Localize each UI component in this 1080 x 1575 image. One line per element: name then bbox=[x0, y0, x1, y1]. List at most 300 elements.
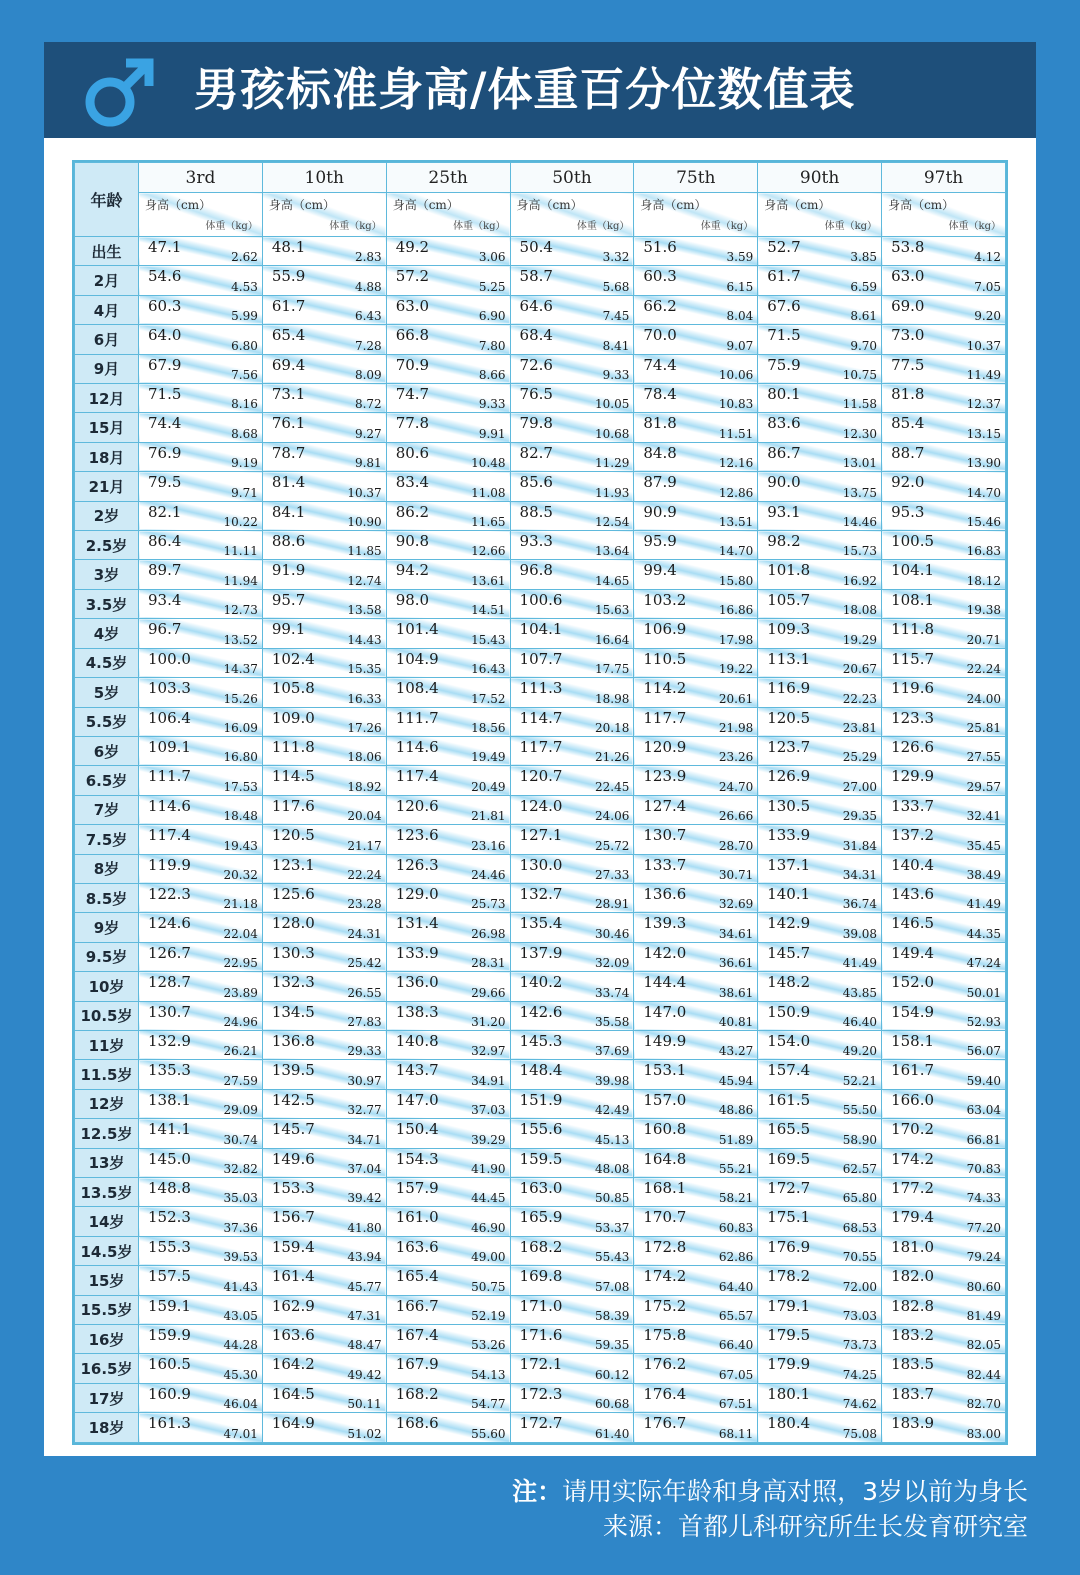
weight-value: 48.08 bbox=[595, 1162, 630, 1176]
table-row bbox=[75, 1148, 1006, 1177]
weight-value: 8.04 bbox=[726, 309, 754, 324]
value-cell bbox=[386, 1030, 510, 1059]
weight-unit-label: 体重（kg） bbox=[205, 221, 258, 232]
weight-value: 32.41 bbox=[966, 809, 1001, 824]
weight-value: 49.00 bbox=[471, 1250, 506, 1265]
height-value: 180.1 bbox=[767, 1384, 811, 1403]
value-cell bbox=[634, 560, 758, 589]
height-value: 103.3 bbox=[148, 679, 191, 698]
weight-value: 22.23 bbox=[842, 691, 878, 706]
note-label: 注： bbox=[512, 1477, 563, 1506]
growth-table bbox=[74, 162, 1006, 1443]
weight-value: 25.29 bbox=[842, 750, 878, 765]
table-row bbox=[75, 266, 1006, 295]
height-value: 164.5 bbox=[271, 1384, 315, 1403]
value-cell bbox=[386, 237, 510, 266]
value-cell bbox=[882, 883, 1006, 912]
height-value: 127.1 bbox=[519, 826, 563, 845]
height-value: 114.6 bbox=[395, 737, 439, 756]
height-value: 175.8 bbox=[643, 1326, 687, 1345]
value-cell bbox=[262, 501, 386, 530]
weight-value: 19.49 bbox=[471, 750, 506, 765]
weight-value: 15.35 bbox=[347, 662, 382, 677]
weight-value: 27.00 bbox=[842, 779, 878, 794]
height-value: 123.3 bbox=[891, 708, 935, 727]
weight-value: 41.49 bbox=[842, 956, 878, 971]
height-value: 165.9 bbox=[519, 1208, 563, 1227]
value-cell bbox=[758, 1030, 882, 1059]
height-value: 148.4 bbox=[519, 1061, 563, 1080]
height-value: 95.9 bbox=[643, 532, 677, 551]
weight-value: 58.21 bbox=[718, 1191, 754, 1206]
table-row bbox=[75, 325, 1006, 354]
weight-value: 44.28 bbox=[223, 1338, 258, 1353]
weight-value: 38.61 bbox=[718, 985, 754, 1000]
height-value: 106.9 bbox=[643, 620, 687, 639]
weight-value: 18.08 bbox=[842, 603, 878, 618]
value-cell bbox=[882, 1383, 1006, 1412]
height-value: 134.5 bbox=[271, 1002, 315, 1021]
height-value: 86.4 bbox=[148, 532, 182, 551]
value-cell bbox=[634, 413, 758, 442]
weight-value: 10.22 bbox=[223, 515, 258, 530]
value-cell bbox=[634, 589, 758, 618]
height-unit-label: 身高（cm） bbox=[392, 198, 459, 212]
value-cell bbox=[262, 325, 386, 354]
weight-value: 2.83 bbox=[354, 250, 382, 265]
height-value: 93.3 bbox=[519, 532, 553, 551]
value-cell bbox=[139, 883, 263, 912]
weight-value: 68.11 bbox=[718, 1427, 754, 1441]
height-value: 90.8 bbox=[395, 532, 430, 551]
height-value: 66.2 bbox=[643, 296, 677, 315]
age-cell: 18月 bbox=[75, 442, 139, 471]
height-value: 75.9 bbox=[767, 355, 801, 374]
table-row bbox=[75, 442, 1006, 471]
weight-value: 24.96 bbox=[223, 1014, 258, 1029]
value-cell bbox=[882, 678, 1006, 707]
value-cell bbox=[139, 1354, 263, 1383]
height-value: 130.7 bbox=[643, 826, 687, 845]
height-value: 64.6 bbox=[519, 296, 553, 315]
height-value: 74.7 bbox=[395, 385, 430, 404]
height-value: 166.7 bbox=[395, 1296, 439, 1315]
table-row bbox=[75, 648, 1006, 677]
value-cell bbox=[262, 413, 386, 442]
age-cell: 9岁 bbox=[75, 913, 139, 942]
weight-value: 64.40 bbox=[718, 1279, 754, 1294]
height-value: 115.7 bbox=[891, 649, 935, 668]
value-cell bbox=[262, 472, 386, 501]
value-cell bbox=[758, 1001, 882, 1030]
table-row bbox=[75, 413, 1006, 442]
unit-header-cell bbox=[758, 193, 882, 237]
weight-value: 23.16 bbox=[471, 838, 506, 853]
height-value: 98.0 bbox=[395, 590, 430, 609]
value-cell bbox=[758, 295, 882, 324]
height-value: 143.6 bbox=[891, 884, 935, 903]
height-value: 142.9 bbox=[767, 914, 811, 933]
height-value: 105.8 bbox=[271, 679, 315, 698]
height-value: 160.5 bbox=[148, 1355, 191, 1374]
age-cell: 2.5岁 bbox=[75, 531, 139, 560]
age-cell: 7岁 bbox=[75, 795, 139, 824]
weight-value: 26.66 bbox=[718, 809, 754, 824]
table-row bbox=[75, 619, 1006, 648]
value-cell bbox=[634, 1295, 758, 1324]
weight-value: 60.83 bbox=[718, 1220, 754, 1235]
value-cell bbox=[262, 795, 386, 824]
height-value: 70.9 bbox=[395, 355, 430, 374]
height-value: 131.4 bbox=[395, 914, 439, 933]
value-cell bbox=[882, 384, 1006, 413]
value-cell bbox=[758, 854, 882, 883]
weight-value: 15.46 bbox=[966, 515, 1001, 530]
weight-value: 56.07 bbox=[966, 1044, 1001, 1059]
value-cell bbox=[510, 472, 634, 501]
weight-value: 23.28 bbox=[347, 897, 382, 912]
weight-value: 43.05 bbox=[223, 1309, 258, 1324]
value-cell bbox=[262, 531, 386, 560]
value-cell bbox=[882, 1325, 1006, 1354]
weight-value: 63.04 bbox=[966, 1103, 1001, 1118]
value-cell bbox=[139, 413, 263, 442]
value-cell bbox=[386, 295, 510, 324]
unit-header-cell bbox=[882, 193, 1006, 237]
weight-value: 4.88 bbox=[354, 279, 382, 294]
value-cell bbox=[634, 1119, 758, 1148]
value-cell bbox=[262, 1030, 386, 1059]
value-cell bbox=[758, 1354, 882, 1383]
weight-value: 3.32 bbox=[602, 250, 630, 265]
height-value: 147.0 bbox=[643, 1002, 687, 1021]
height-value: 94.2 bbox=[395, 561, 430, 580]
age-cell: 12岁 bbox=[75, 1089, 139, 1118]
weight-value: 28.31 bbox=[471, 956, 506, 971]
height-value: 138.3 bbox=[395, 1002, 439, 1021]
weight-value: 13.51 bbox=[718, 515, 754, 530]
height-value: 76.1 bbox=[271, 414, 306, 433]
value-cell bbox=[262, 354, 386, 383]
height-value: 69.0 bbox=[891, 296, 925, 315]
height-value: 154.0 bbox=[767, 1031, 811, 1050]
value-cell bbox=[634, 648, 758, 677]
height-value: 78.4 bbox=[643, 385, 677, 404]
value-cell bbox=[882, 707, 1006, 736]
height-value: 154.9 bbox=[891, 1002, 935, 1021]
value-cell bbox=[882, 413, 1006, 442]
weight-value: 10.05 bbox=[595, 397, 630, 412]
value-cell bbox=[758, 589, 882, 618]
height-value: 132.7 bbox=[519, 884, 563, 903]
height-value: 117.4 bbox=[148, 826, 191, 845]
weight-value: 24.06 bbox=[595, 809, 630, 824]
height-value: 90.0 bbox=[767, 473, 801, 492]
weight-value: 37.69 bbox=[595, 1044, 630, 1059]
value-cell bbox=[139, 1295, 263, 1324]
weight-value: 58.39 bbox=[595, 1309, 630, 1324]
value-cell bbox=[510, 1413, 634, 1443]
height-value: 166.0 bbox=[891, 1090, 935, 1109]
value-cell bbox=[882, 354, 1006, 383]
value-cell bbox=[386, 736, 510, 765]
weight-value: 60.12 bbox=[595, 1367, 630, 1382]
weight-value: 25.42 bbox=[347, 956, 382, 971]
height-value: 147.0 bbox=[395, 1090, 439, 1109]
value-cell bbox=[634, 766, 758, 795]
weight-value: 46.90 bbox=[471, 1220, 506, 1235]
height-value: 142.6 bbox=[519, 1002, 563, 1021]
value-cell bbox=[139, 648, 263, 677]
value-cell bbox=[882, 589, 1006, 618]
value-cell bbox=[634, 678, 758, 707]
height-value: 150.4 bbox=[395, 1120, 439, 1139]
height-value: 100.5 bbox=[891, 532, 935, 551]
height-value: 161.7 bbox=[891, 1061, 935, 1080]
weight-unit-label: 体重（kg） bbox=[329, 221, 382, 232]
value-cell bbox=[262, 678, 386, 707]
age-cell: 12.5岁 bbox=[75, 1119, 139, 1148]
value-cell bbox=[510, 766, 634, 795]
value-cell bbox=[634, 1060, 758, 1089]
height-value: 175.2 bbox=[643, 1296, 687, 1315]
weight-value: 22.24 bbox=[966, 662, 1001, 677]
weight-value: 41.49 bbox=[966, 897, 1001, 912]
weight-value: 9.27 bbox=[354, 426, 382, 441]
height-value: 90.9 bbox=[643, 502, 677, 521]
height-value: 149.4 bbox=[891, 943, 935, 962]
value-cell bbox=[758, 619, 882, 648]
weight-value: 6.90 bbox=[478, 309, 506, 324]
weight-value: 19.22 bbox=[718, 662, 754, 677]
value-cell bbox=[510, 736, 634, 765]
weight-value: 33.74 bbox=[595, 985, 630, 1000]
weight-value: 17.26 bbox=[347, 720, 382, 735]
value-cell bbox=[758, 648, 882, 677]
value-cell bbox=[758, 883, 882, 912]
height-value: 176.7 bbox=[643, 1414, 687, 1433]
weight-value: 12.66 bbox=[471, 544, 506, 559]
weight-value: 9.91 bbox=[478, 426, 506, 441]
height-value: 172.7 bbox=[767, 1179, 811, 1197]
height-value: 108.1 bbox=[891, 590, 935, 609]
height-value: 114.6 bbox=[148, 796, 191, 815]
height-value: 126.6 bbox=[891, 737, 935, 756]
height-value: 106.4 bbox=[148, 708, 191, 727]
height-value: 111.8 bbox=[271, 737, 315, 756]
value-cell bbox=[386, 354, 510, 383]
height-value: 98.2 bbox=[767, 532, 801, 551]
weight-value: 3.06 bbox=[478, 250, 506, 265]
unit-header-cell bbox=[510, 193, 634, 237]
weight-value: 31.20 bbox=[471, 1014, 506, 1029]
value-cell bbox=[510, 266, 634, 295]
height-value: 127.4 bbox=[643, 796, 687, 815]
value-cell bbox=[262, 883, 386, 912]
height-value: 116.9 bbox=[767, 679, 811, 698]
weight-value: 14.43 bbox=[347, 632, 382, 647]
unit-header-cell bbox=[262, 193, 386, 237]
value-cell bbox=[386, 1266, 510, 1295]
value-cell bbox=[139, 531, 263, 560]
weight-value: 21.18 bbox=[223, 897, 258, 912]
height-value: 142.5 bbox=[271, 1090, 315, 1109]
value-cell bbox=[386, 766, 510, 795]
height-value: 130.7 bbox=[148, 1002, 191, 1021]
height-value: 104.1 bbox=[519, 620, 563, 639]
table-row bbox=[75, 1001, 1006, 1030]
value-cell bbox=[386, 707, 510, 736]
value-cell bbox=[758, 707, 882, 736]
value-cell bbox=[510, 942, 634, 971]
weight-value: 14.70 bbox=[966, 485, 1001, 500]
table-row bbox=[75, 1030, 1006, 1059]
weight-value: 20.32 bbox=[223, 867, 258, 882]
height-value: 83.4 bbox=[395, 473, 430, 492]
value-cell bbox=[882, 325, 1006, 354]
weight-value: 39.08 bbox=[842, 926, 878, 941]
value-cell bbox=[634, 913, 758, 942]
value-cell bbox=[882, 501, 1006, 530]
height-value: 126.7 bbox=[148, 943, 191, 962]
value-cell bbox=[758, 1266, 882, 1295]
weight-value: 10.68 bbox=[595, 426, 630, 441]
height-value: 111.8 bbox=[891, 620, 935, 639]
age-cell: 15.5岁 bbox=[75, 1295, 139, 1324]
height-value: 142.0 bbox=[643, 943, 687, 962]
value-cell bbox=[262, 736, 386, 765]
value-cell bbox=[634, 795, 758, 824]
weight-value: 18.12 bbox=[966, 573, 1001, 588]
height-value: 89.7 bbox=[148, 561, 182, 580]
value-cell bbox=[510, 707, 634, 736]
value-cell bbox=[139, 678, 263, 707]
height-value: 57.2 bbox=[395, 267, 430, 286]
age-cell: 15岁 bbox=[75, 1266, 139, 1295]
value-cell bbox=[262, 1060, 386, 1089]
weight-value: 68.53 bbox=[842, 1220, 878, 1235]
height-value: 109.0 bbox=[271, 708, 315, 727]
height-value: 135.4 bbox=[519, 914, 563, 933]
value-cell bbox=[386, 589, 510, 618]
value-cell bbox=[139, 1325, 263, 1354]
value-cell bbox=[386, 1001, 510, 1030]
age-cell: 4月 bbox=[75, 295, 139, 324]
weight-value: 55.60 bbox=[471, 1427, 506, 1441]
value-cell bbox=[262, 825, 386, 854]
weight-value: 9.71 bbox=[231, 485, 258, 500]
weight-value: 2.62 bbox=[231, 250, 258, 265]
height-value: 129.0 bbox=[395, 884, 439, 903]
value-cell bbox=[758, 413, 882, 442]
weight-value: 22.04 bbox=[223, 926, 258, 941]
height-value: 168.2 bbox=[395, 1384, 439, 1403]
height-value: 76.9 bbox=[148, 443, 182, 462]
height-value: 179.1 bbox=[767, 1296, 811, 1315]
table-row bbox=[75, 736, 1006, 765]
value-cell bbox=[758, 972, 882, 1001]
weight-value: 47.31 bbox=[347, 1309, 382, 1324]
weight-value: 3.59 bbox=[726, 250, 754, 265]
weight-value: 12.30 bbox=[842, 426, 878, 441]
weight-value: 46.04 bbox=[223, 1397, 258, 1412]
height-value: 111.7 bbox=[148, 767, 191, 786]
weight-value: 11.08 bbox=[471, 485, 506, 500]
weight-value: 39.29 bbox=[471, 1132, 506, 1147]
height-value: 78.7 bbox=[271, 443, 306, 462]
height-value: 139.5 bbox=[271, 1061, 315, 1080]
value-cell bbox=[882, 1030, 1006, 1059]
value-cell bbox=[634, 237, 758, 266]
value-cell bbox=[510, 531, 634, 560]
weight-value: 9.70 bbox=[850, 338, 878, 353]
height-value: 159.9 bbox=[148, 1326, 191, 1345]
weight-value: 45.30 bbox=[223, 1367, 258, 1382]
height-value: 158.1 bbox=[891, 1031, 935, 1050]
height-value: 159.1 bbox=[148, 1296, 191, 1315]
height-value: 149.9 bbox=[643, 1031, 687, 1050]
age-cell: 9月 bbox=[75, 354, 139, 383]
height-value: 111.7 bbox=[395, 708, 439, 727]
height-unit-label: 身高（cm） bbox=[145, 198, 212, 212]
weight-value: 11.85 bbox=[347, 544, 382, 559]
height-value: 60.3 bbox=[643, 267, 677, 286]
height-value: 146.5 bbox=[891, 914, 935, 933]
value-cell bbox=[386, 266, 510, 295]
table-row bbox=[75, 1119, 1006, 1148]
value-cell bbox=[882, 1119, 1006, 1148]
value-cell bbox=[386, 384, 510, 413]
value-cell bbox=[139, 1060, 263, 1089]
age-cell: 10岁 bbox=[75, 972, 139, 1001]
value-cell bbox=[634, 295, 758, 324]
weight-value: 23.81 bbox=[842, 720, 878, 735]
value-cell bbox=[386, 1413, 510, 1443]
height-value: 181.0 bbox=[891, 1237, 935, 1256]
weight-value: 21.17 bbox=[347, 838, 382, 853]
weight-value: 55.21 bbox=[718, 1162, 754, 1176]
weight-value: 5.99 bbox=[231, 309, 258, 324]
weight-value: 49.42 bbox=[347, 1367, 382, 1382]
height-value: 114.5 bbox=[271, 767, 315, 786]
footer-note bbox=[512, 1474, 1028, 1544]
height-value: 67.9 bbox=[148, 355, 182, 374]
growth-table-frame bbox=[72, 160, 1008, 1445]
weight-value: 17.52 bbox=[471, 691, 506, 706]
height-value: 160.8 bbox=[643, 1120, 687, 1139]
age-column-header: 年龄 bbox=[75, 163, 139, 237]
value-cell bbox=[139, 1148, 263, 1177]
weight-value: 39.42 bbox=[347, 1191, 382, 1206]
height-value: 81.8 bbox=[643, 414, 677, 433]
height-value: 92.0 bbox=[891, 473, 925, 492]
height-value: 130.0 bbox=[519, 855, 563, 874]
height-value: 72.6 bbox=[519, 355, 553, 374]
value-cell bbox=[758, 1060, 882, 1089]
height-value: 129.9 bbox=[891, 767, 935, 786]
height-value: 102.4 bbox=[271, 649, 315, 668]
height-value: 133.7 bbox=[643, 855, 687, 874]
value-cell bbox=[510, 1295, 634, 1324]
weight-value: 19.29 bbox=[842, 632, 878, 647]
weight-value: 8.09 bbox=[354, 368, 382, 383]
unit-header-cell bbox=[634, 193, 758, 237]
height-value: 123.6 bbox=[395, 826, 439, 845]
weight-value: 7.45 bbox=[602, 309, 630, 324]
height-value: 123.1 bbox=[271, 855, 315, 874]
weight-value: 4.12 bbox=[974, 250, 1001, 265]
height-value: 157.0 bbox=[643, 1090, 687, 1109]
